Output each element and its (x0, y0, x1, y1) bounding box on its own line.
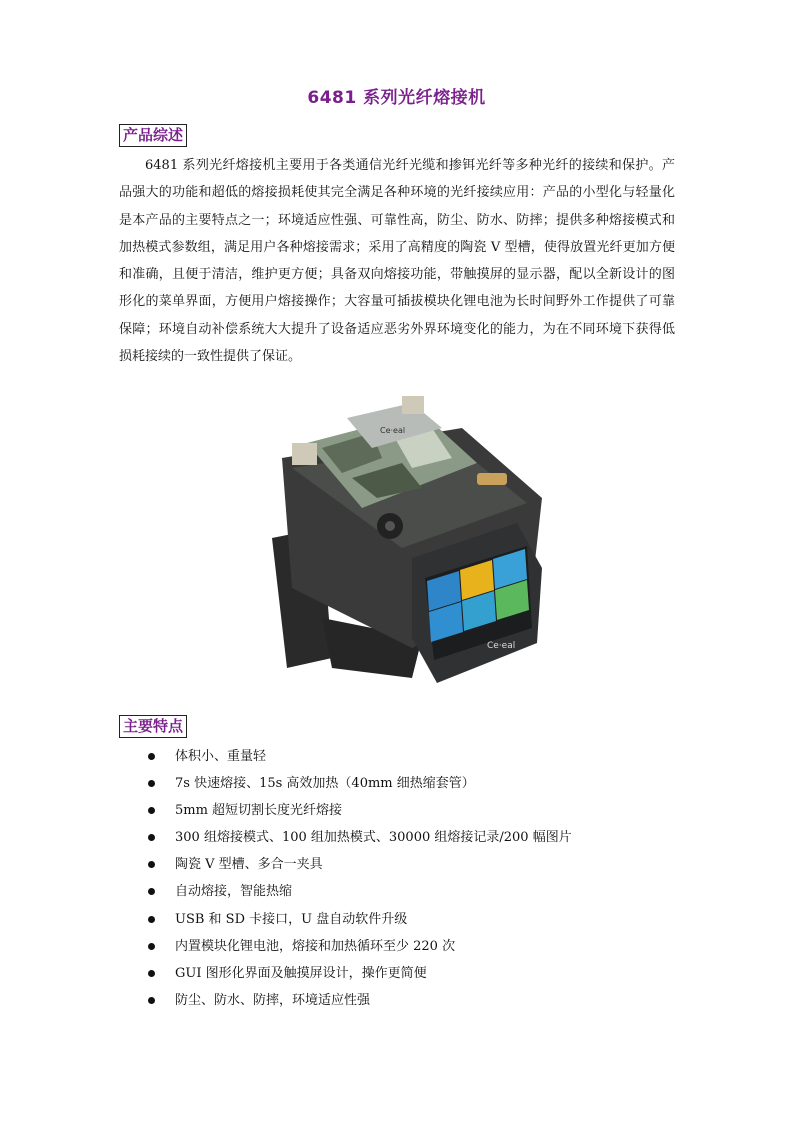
feature-item: 7s 快速熔接、15s 高效加热（40mm 细热缩套管） (140, 770, 572, 797)
svg-text:Ce·eal: Ce·eal (380, 426, 406, 435)
features-heading: 主要特点 (119, 715, 187, 738)
overview-heading: 产品综述 (119, 124, 187, 147)
feature-item: USB 和 SD 卡接口，U 盘自动软件升级 (140, 906, 572, 933)
product-photo (262, 388, 552, 688)
feature-item: 防尘、防水、防摔，环境适应性强 (140, 987, 572, 1014)
fusion-splicer-image (262, 388, 552, 688)
feature-item: 体积小、重量轻 (140, 743, 572, 770)
document-title: 6481 系列光纤熔接机 (307, 88, 486, 108)
feature-item: 5mm 超短切割长度光纤熔接 (140, 797, 572, 824)
feature-item: 内置模块化锂电池，熔接和加热循环至少 220 次 (140, 933, 572, 960)
features-list (140, 743, 572, 1014)
feature-item: GUI 图形化界面及触摸屏设计，操作更简便 (140, 960, 572, 987)
svg-text:Ce·eal: Ce·eal (487, 641, 516, 651)
overview-paragraph: 6481 系列光纤熔接机主要用于各类通信光纤光缆和掺铒光纤等多种光纤的接续和保护。产品强大的功能和超低的熔接损耗使其完全满足各种环境的光纤接续应用：产品的小型化与轻量化是本产品的主要特点之一；环境适应性强、可靠性高，防尘、防水、防摔；提供多种熔接模式和加热模式参数组，满足用户各种熔接需求；采用了高精度的陶瓷 V 型槽，使得放置光纤更加方便和准确，且便于清洁，维护更方便；具备双向熔接功能，带触摸屏的显示器，配以全新设计的图形化的菜单界面，方便用户熔接操作；大容量可插拔模块化锂电池为长时间野外工作提供了可靠保障；环境自动补偿系统大大提升了设备适应恶劣外界环境变化的能力，为在不同环境下获得低损耗接续的一致性提供了保证。 (119, 158, 675, 365)
feature-item: 陶瓷 V 型槽、多合一夹具 (140, 851, 572, 878)
feature-item: 自动熔接，智能热缩 (140, 878, 572, 905)
feature-item: 300 组熔接模式、100 组加热模式、30000 组熔接记录/200 幅图片 (140, 824, 572, 851)
